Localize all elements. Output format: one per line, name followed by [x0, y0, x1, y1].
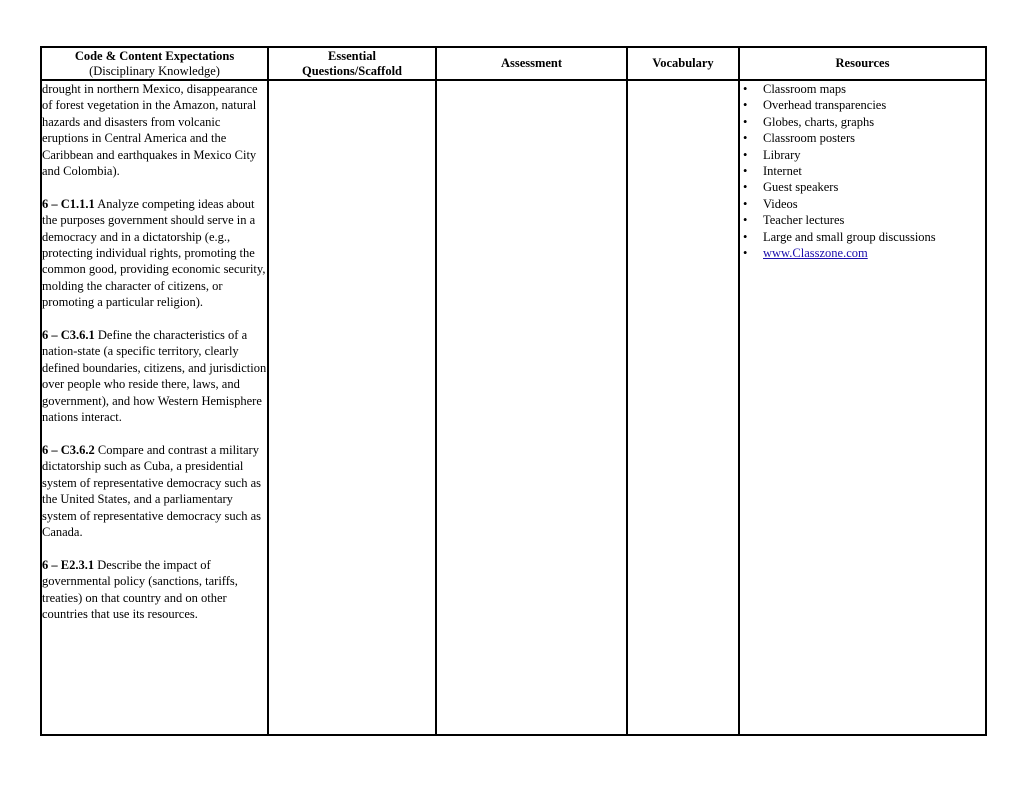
- bullet-icon: •: [743, 131, 748, 146]
- header-code-subtitle: (Disciplinary Knowledge): [89, 63, 220, 78]
- curriculum-table: [40, 46, 987, 736]
- content-row: [41, 80, 986, 735]
- bullet-icon: •: [743, 213, 748, 228]
- bullet-icon: •: [743, 180, 748, 195]
- resource-item: [740, 114, 985, 130]
- resource-item: [740, 229, 985, 245]
- resource-label: Videos: [763, 196, 798, 211]
- header-essential-questions: [268, 47, 436, 80]
- resource-label: Internet: [763, 164, 802, 179]
- header-vocabulary: Vocabulary: [627, 47, 739, 80]
- header-assessment: Assessment: [436, 47, 627, 80]
- resource-item: [740, 212, 985, 228]
- resource-item: [740, 97, 985, 113]
- resource-item: [740, 147, 985, 163]
- resource-label: Overhead transparencies: [763, 98, 887, 113]
- expectation-text: Analyze competing ideas about the purposes government should serve in a democracy and in a dictatorship (e.g., protecting individual rights, promoting the common good, providing economic security, molding the character of citizens, or promoting a particular religion).: [42, 196, 266, 310]
- essential-questions-cell: [268, 80, 436, 735]
- resource-label: Guest speakers: [763, 180, 839, 195]
- resource-label: Globes, charts, graphs: [763, 114, 875, 129]
- header-essential-line1: Essential: [328, 48, 376, 63]
- expectation-text: Define the characteristics of a nation-state (a specific territory, clearly defined boundaries, citizens, and jurisdiction over people who reside there, laws, and government), and how Western Hemisphere nations interact.: [42, 328, 267, 425]
- expectation-code: 6 – C3.6.1: [42, 328, 95, 343]
- classzone-link[interactable]: www.Classzone.com: [763, 246, 868, 261]
- bullet-icon: •: [743, 98, 748, 113]
- resources-list: [740, 81, 985, 261]
- resource-item: [740, 196, 985, 212]
- code-content-cell: [41, 80, 268, 735]
- expectation-code: 6 – C1.1.1: [42, 196, 95, 211]
- bullet-icon: •: [743, 246, 748, 261]
- vocabulary-cell: [627, 80, 739, 735]
- resource-item: [740, 81, 985, 97]
- expectation-item: [42, 442, 267, 540]
- expectation-code: 6 – E2.3.1: [42, 557, 95, 572]
- resource-label: Classroom posters: [763, 131, 856, 146]
- expectation-text: Describe the impact of governmental policy (sanctions, tariffs, treaties) on that country and on other countries that use its resources.: [42, 557, 238, 621]
- resource-item: [740, 245, 985, 261]
- expectation-code: 6 – C3.6.2: [42, 442, 95, 457]
- expectation-item: [42, 557, 267, 623]
- header-essential-line2: Questions/Scaffold: [301, 63, 402, 78]
- resource-label: Library: [763, 147, 801, 162]
- bullet-icon: •: [743, 82, 748, 96]
- header-code-title: Code & Content Expectations: [74, 48, 235, 63]
- resource-item: [740, 179, 985, 195]
- bullet-icon: •: [743, 147, 748, 162]
- header-row: [41, 47, 986, 80]
- assessment-cell: [436, 80, 627, 735]
- header-code-content: [41, 47, 268, 80]
- resource-label: Classroom maps: [763, 82, 846, 96]
- header-resources: Resources: [739, 47, 986, 80]
- bullet-icon: •: [743, 164, 748, 179]
- resource-label: Large and small group discussions: [763, 229, 936, 244]
- resource-label: Teacher lectures: [763, 213, 845, 228]
- expectation-item: [42, 196, 267, 311]
- resource-item: [740, 130, 985, 146]
- code-intro-text: drought in northern Mexico, disappearance of forest vegetation in the Amazon, natural hazards and disasters from volcanic eruptions in Central America and the Caribbean and earthquakes in Mexico City and Colombia).: [42, 82, 258, 179]
- bullet-icon: •: [743, 114, 748, 129]
- bullet-icon: •: [743, 229, 748, 244]
- resource-item: [740, 163, 985, 179]
- expectation-text: Compare and contrast a military dictatorship such as Cuba, a presidential system of representative democracy such as the United States, and a parliamentary system of representative democracy such as Canada.: [42, 442, 262, 539]
- resources-cell: [739, 80, 986, 735]
- expectation-item: [42, 327, 267, 425]
- bullet-icon: •: [743, 196, 748, 211]
